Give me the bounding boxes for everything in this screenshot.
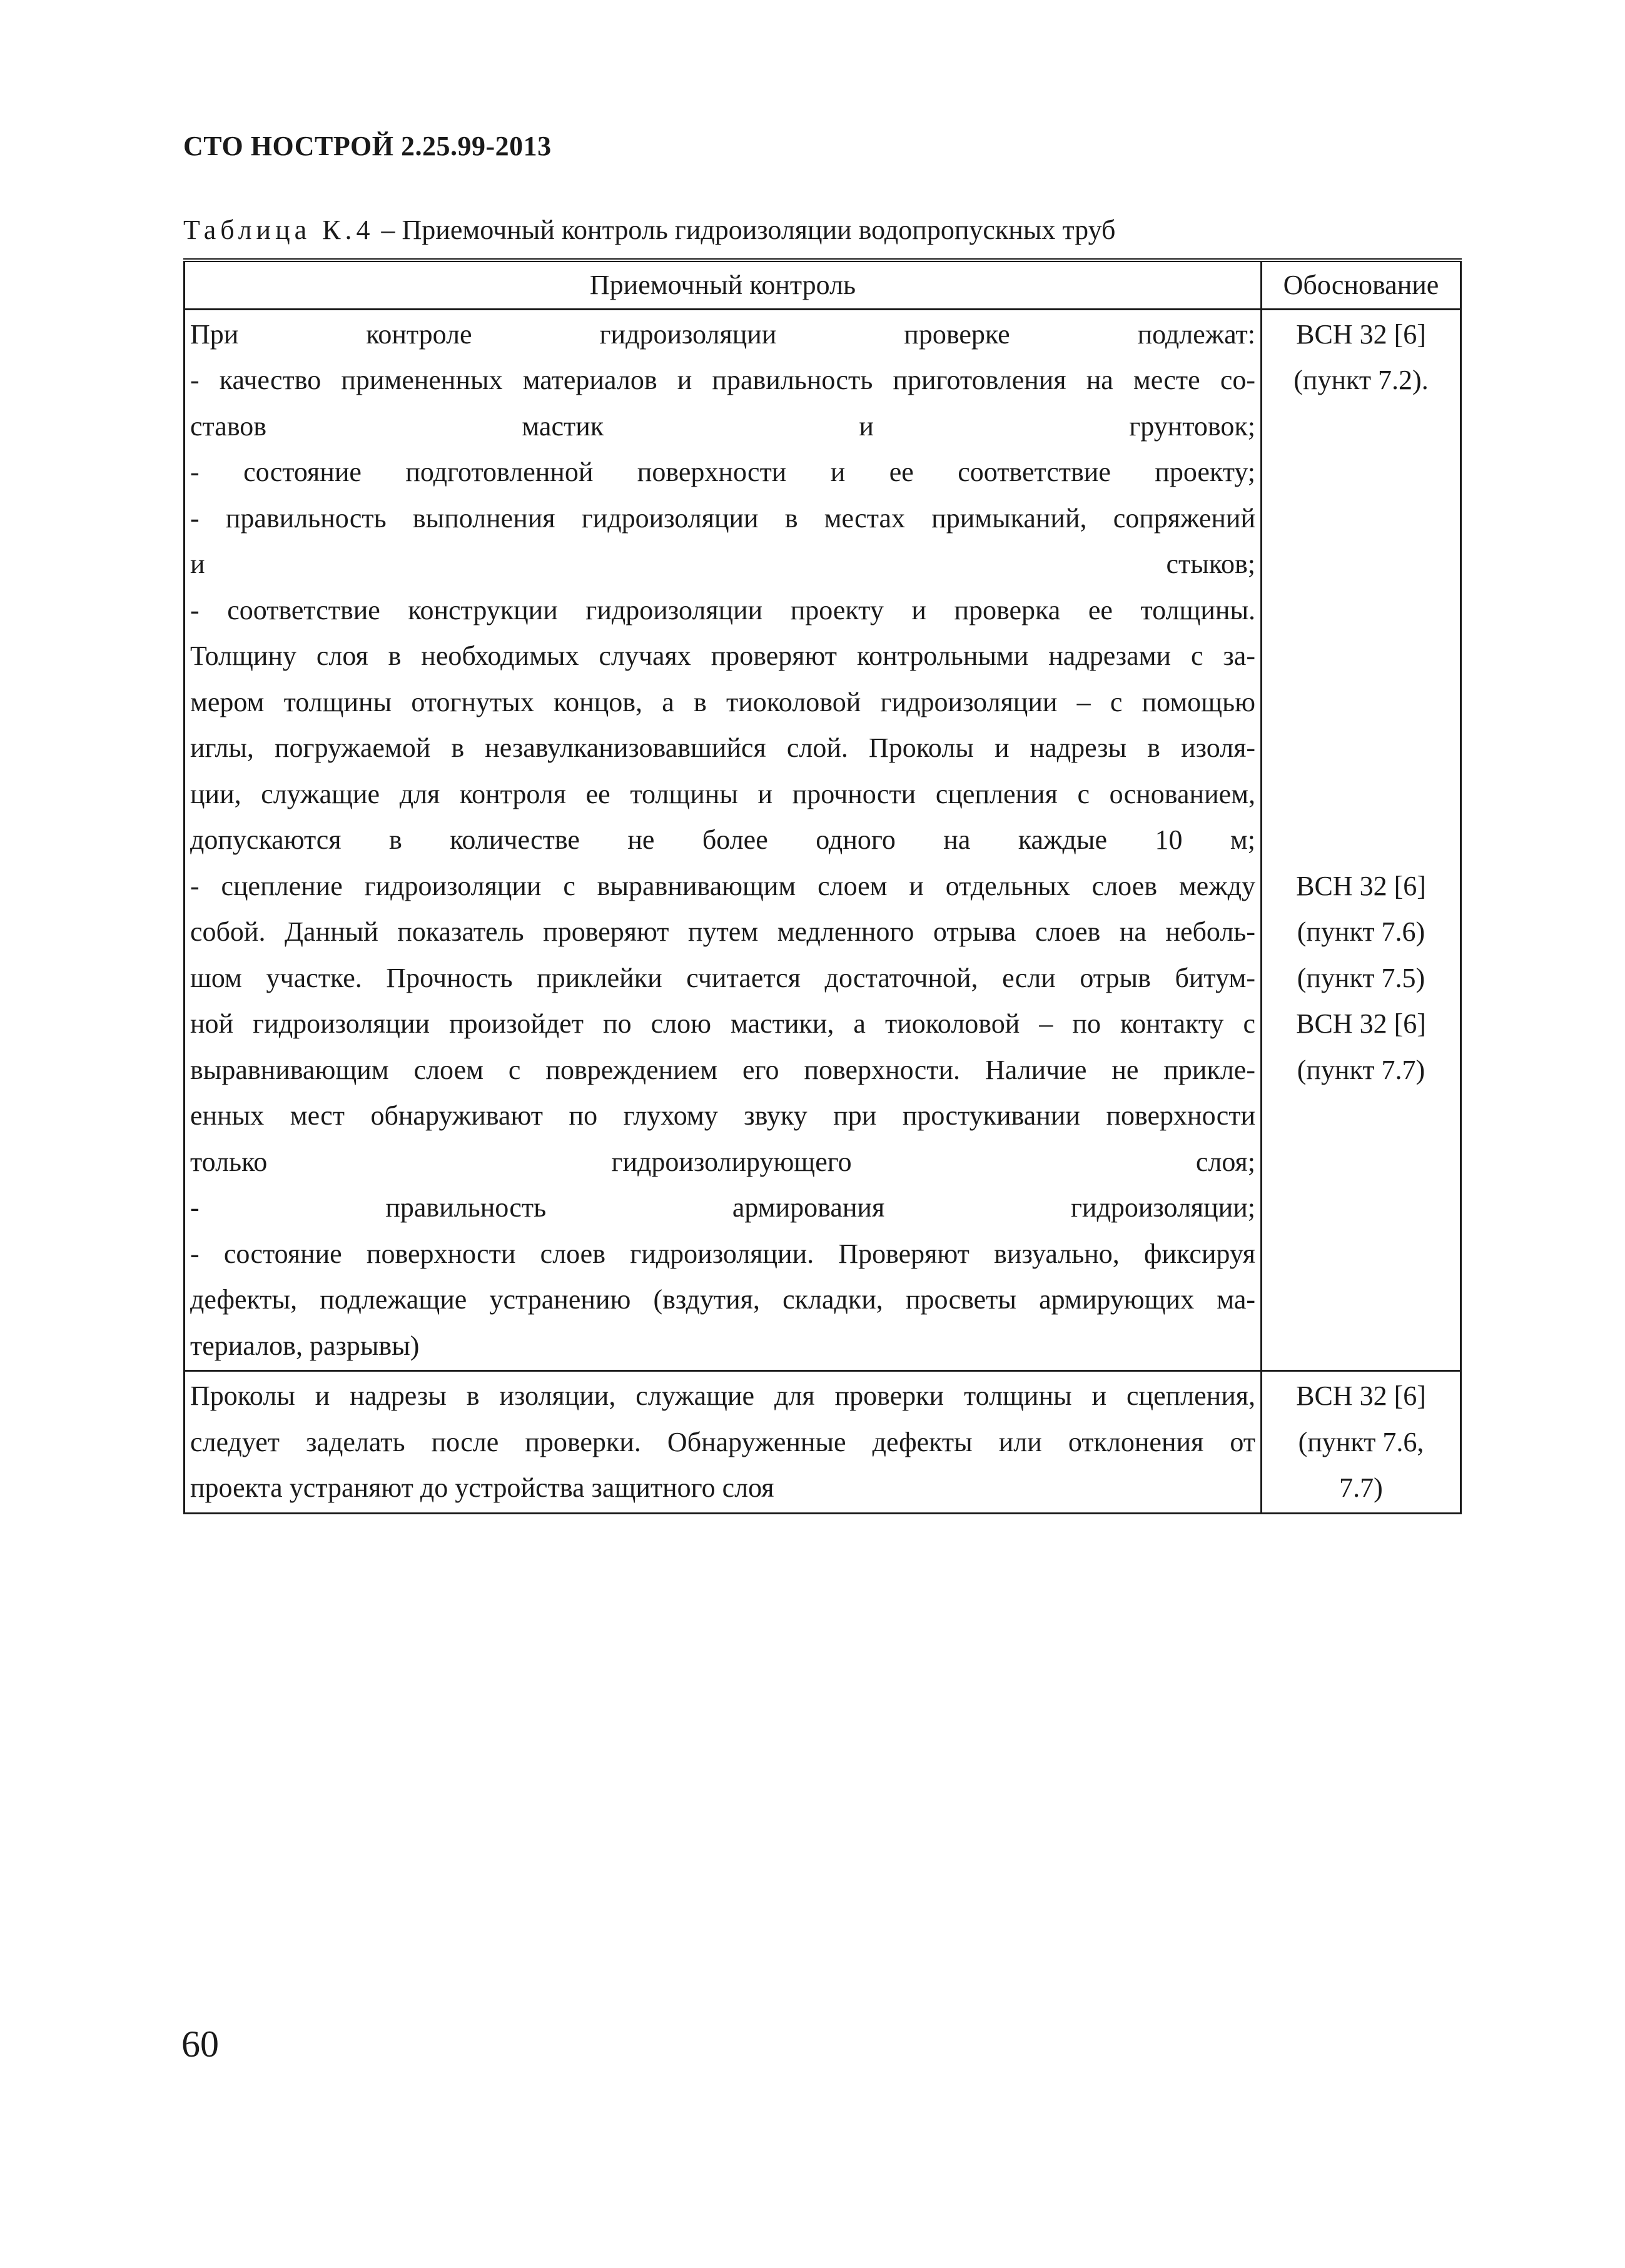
text-line: иглы, погружаемой в незавулканизовавшийся слой. Проколы и надрезы в изоля-: [190, 732, 1255, 763]
basis-line: (пункт 7.6,: [1298, 1426, 1424, 1457]
text-line: допускаются в количестве не более одного на каждые 10 м;: [190, 824, 1255, 855]
basis-line: [1265, 771, 1457, 818]
text-line: - качество примененных материалов и правильность приготовления на месте со-: [190, 365, 1255, 395]
column-header-basis: Обоснование: [1262, 260, 1461, 309]
text-line: - правильность армирования гидроизоляции;: [190, 1192, 1255, 1223]
basis-line: [1265, 495, 1457, 542]
text-line: мером толщины отогнутых концов, а в тиоколовой гидроизоляции – с помощью: [190, 686, 1255, 717]
basis-cell: [1262, 309, 1461, 1371]
basis-line: 7.7): [1339, 1472, 1383, 1503]
column-header-control: Приемочный контроль: [185, 260, 1262, 309]
text-line: только гидроизолирующего слоя;: [190, 1146, 1255, 1177]
text-line: - правильность выполнения гидроизоляции в местах примыканий, сопряжений: [190, 502, 1255, 534]
text-line: енных мест обнаруживают по глухому звуку при простукивании поверхности: [190, 1100, 1255, 1131]
table-caption: [183, 214, 1115, 246]
text-line: следует заделать после проверки. Обнаруженные дефекты или отклонения от: [190, 1426, 1255, 1457]
basis-line: (пункт 7.5): [1297, 962, 1425, 993]
basis-line: ВСН 32 [6]: [1296, 870, 1426, 901]
basis-line: (пункт 7.6): [1297, 916, 1425, 947]
text-line: выравнивающим слоем с повреждением его поверхности. Наличие не прикле-: [190, 1054, 1255, 1085]
control-cell: [185, 309, 1262, 1371]
text-line: Толщину слоя в необходимых случаях проверяют контрольными надрезами с за-: [190, 640, 1255, 671]
basis-line: [1265, 725, 1457, 771]
text-line: - состояние поверхности слоев гидроизоляции. Проверяют визуально, фиксируя: [190, 1238, 1255, 1269]
basis-cell: [1262, 1371, 1461, 1514]
text-line: дефекты, подлежащие устранению (вздутия, складки, просветы армирующих ма-: [190, 1284, 1255, 1315]
basis-line: [1265, 449, 1457, 495]
acceptance-control-table: [183, 258, 1462, 1514]
table-row: [185, 1371, 1461, 1514]
basis-line: [1265, 403, 1457, 450]
text-line: проекта устраняют до устройства защитного слоя: [190, 1472, 774, 1503]
text-line: шом участке. Прочность приклейки считается достаточной, если отрыв битум-: [190, 962, 1255, 993]
basis-line: (пункт 7.7): [1297, 1054, 1425, 1085]
basis-line: ВСН 32 [6]: [1296, 1008, 1426, 1039]
basis-line: [1265, 587, 1457, 634]
basis-line: ВСН 32 [6]: [1296, 1380, 1426, 1411]
document-header: СТО НОСТРОЙ 2.25.99-2013: [183, 131, 552, 161]
table-row: [185, 309, 1461, 1371]
page-number: 60: [181, 2023, 219, 2065]
basis-line: ВСН 32 [6]: [1296, 318, 1426, 350]
basis-line: [1265, 679, 1457, 726]
text-line: собой. Данный показатель проверяют путем медленного отрыва слоев на неболь-: [190, 916, 1255, 947]
text-line: - сцепление гидроизоляции с выравнивающим слоем и отдельных слоев между: [190, 870, 1255, 901]
text-line: При контроле гидроизоляции проверке подлежат:: [190, 318, 1255, 350]
table-caption-text: – Приемочный контроль гидроизоляции водопропускных труб: [374, 215, 1116, 245]
basis-line: [1265, 817, 1457, 863]
control-cell: [185, 1371, 1262, 1514]
text-line: ной гидроизоляции произойдет по слою мастики, а тиоколовой – по контакту с: [190, 1008, 1255, 1039]
text-line: и стыков;: [190, 549, 1255, 579]
table-caption-label: Таблица К.4: [183, 215, 375, 245]
text-line: - соответствие конструкции гидроизоляции проекту и проверка ее толщины.: [190, 594, 1255, 625]
text-line: - состояние подготовленной поверхности и ее соответствие проекту;: [190, 457, 1255, 487]
basis-line: (пункт 7.2).: [1293, 365, 1429, 395]
text-line: ставов мастик и грунтовок;: [190, 410, 1255, 442]
text-line: ции, служащие для контроля ее толщины и прочности сцепления с основанием,: [190, 778, 1255, 809]
table-header-row: [185, 260, 1461, 309]
basis-line: [1265, 541, 1457, 587]
basis-line: [1265, 633, 1457, 679]
text-line: териалов, разрывы): [190, 1330, 420, 1361]
text-line: Проколы и надрезы в изоляции, служащие для проверки толщины и сцепления,: [190, 1380, 1255, 1411]
